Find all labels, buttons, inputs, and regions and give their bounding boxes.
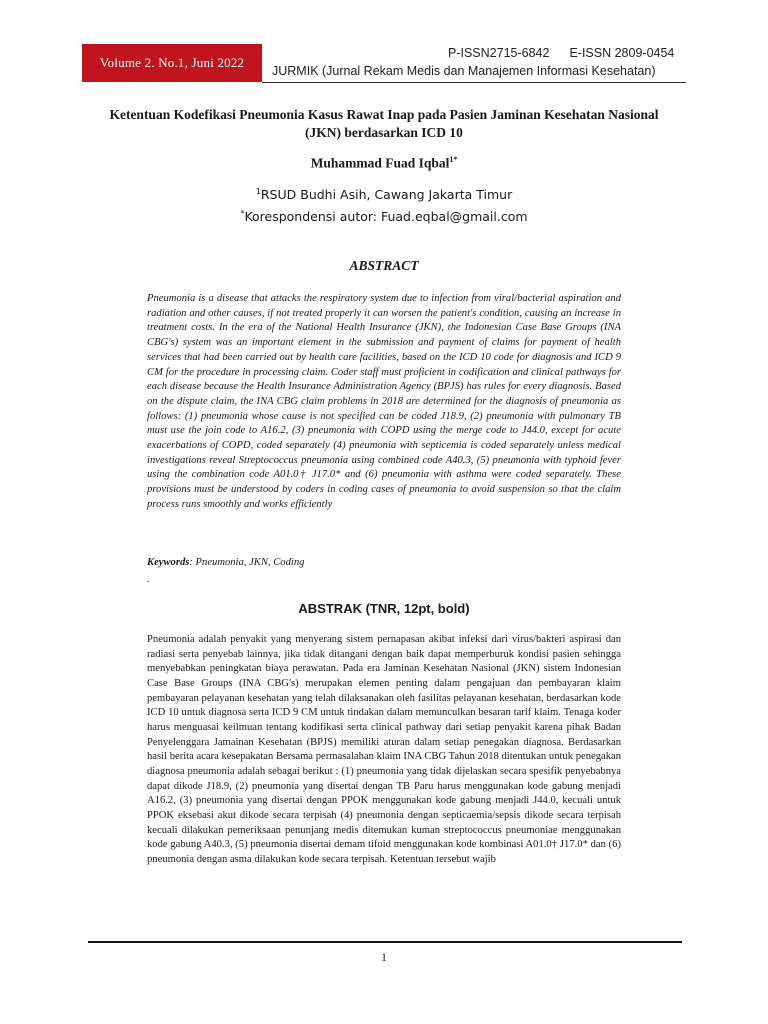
- journal-name: JURMIK (Jurnal Rekam Medis dan Manajemen Informasi Kesehatan): [272, 64, 656, 78]
- affiliation-marker: 1: [255, 187, 261, 196]
- correspondence-marker: *: [240, 209, 245, 218]
- volume-badge: Volume 2. No.1, Juni 2022: [82, 44, 262, 82]
- footer-divider: [88, 941, 682, 943]
- correspondence: [0, 209, 768, 224]
- keywords-label: Keywords: [147, 557, 190, 568]
- p-issn: P-ISSN2715-6842: [448, 46, 550, 60]
- e-issn: E-ISSN 2809-0454: [569, 46, 675, 60]
- stray-dot: .: [147, 574, 150, 585]
- header-divider: [262, 82, 686, 83]
- paper-title: Ketentuan Kodefikasi Pneumonia Kasus Rawat Inap pada Pasien Jaminan Kesehatan Nasional (JKN) berdasarkan ICD 10: [109, 107, 659, 140]
- author-marker: 1*: [449, 155, 458, 164]
- issn-line: [448, 46, 694, 60]
- abstract-text: Pneumonia is a disease that attacks the respiratory system due to infection from viral/bacterial aspiration and radiation and other causes, if not treated properly it can worsen the patient's condition, causing an increase in treatment costs. In the era of the National Health Insurance (JKN), the Indonesian Case Base Groups (INA CBG's) system was an important element in the submission and payment of claims for payment of health services that had been carried out by health care facilities, based on the ICD 10 code for diagnosis and ICD 9 CM for the procedure in processing claim. Coder staff must proficient in codification and clinical pathways for each disease because the Health Insurance Administration Agency (BPJS) has rules for every diagnosis. Based on the dispute claim, the INA CBG claim problems in 2018 are determined for the diagnosis of pneumonia as follows: (1) pneumonia whose cause is not specified can be coded J18.9, (2) pneumonia with pulmonary TB must use the join code to A16.2, (3) pneumonia with COPD using the merge code to J44.0, except for acute exacerbations of COPD, coded separately (4) pneumonia with septicemia is coded separately unless medical investigations reveal Streptococcus pneumonia using combined code A40.3, (5) pneumonia with typhoid fever using the combination code A01.0† J17.0* and (6) pneumonia with asthma were coded separately. These provisions must be understood by coders in coding cases of pneumonia to avoid suspension so that the claim process runs smoothly and works efficiently: [147, 293, 621, 510]
- affiliation-text: RSUD Budhi Asih, Cawang Jakarta Timur: [260, 187, 513, 203]
- author: [0, 155, 768, 172]
- affiliation: [0, 187, 768, 202]
- abstrak-text: Pneumonia adalah penyakit yang menyerang sistem pernapasan akibat infeksi dari virus/bakteri aspirasi dan radiasi serta penyebab lainnya, jika tidak ditangani dengan baik dapat memperburuk kondisi pasien sehingga menyebabkan peningkatan biaya perawatan. Pada era Jaminan Kesehatan Nasional (JKN) sistem Indonesian Case Base Groups (INA CBG's) merupakan elemen penting dalam pengajuan dan pembayaran klaim pembayaran pelayanan kesehatan yang telah dilaksanakan oleh fasilitas pelayanan kesehatan, berdasarkan kode ICD 10 untuk diagnosa serta ICD 9 CM untuk tindakan dalam memunculkan besaran tarif klaim. Tenaga koder harus menguasai keilmuan tentang kodifikasi serta clinical pathway dari setiap penyakit karena pihak Badan Penyelenggara Jamainan Kesehatan (BPJS) memiliki aturan dalam setiap penegakan diagnosa. Berdasarkan hasil berita acara kesepakatan Bersama permasalahan klaim INA CBG Tahun 2018 ditentukan untuk penegakan diagnosa pneumonia adalah sebagai berikut : (1) pneumonia yang tidak dijelaskan secara spesifik penyebabnya dapat dikode J18.9, (2) pneumonia yang disertai dengan TB Paru harus menggunakan kode gabung menjadi A16.2, (3) pneumonia yang disertai dengan PPOK menggunakan kode gabung menjadi J44.0, kecuali untuk PPOK eksebasi akut dikode secara terpisah (4) pneumonia dengan septicaemia/sepsis dikode secara terpisah kecuali dilakukan pemeriksaan penunjang medis ditemukan kuman streptococcus pneumoniae menggunakan kode gabung A40.3, (5) pneumonia disertai demam tifoid menggunakan kode kombinasi A01.0† J17.0* dan (6) pneumonia dengan asma dilakukan kode secara terpisah. Ketentuan tersebut wajib: [147, 634, 621, 865]
- keywords-list: : Pneumonia, JKN, Coding: [189, 557, 305, 568]
- abstract-heading: ABSTRACT: [349, 258, 419, 273]
- keywords: [147, 557, 621, 568]
- abstrak-heading: ABSTRAK (TNR, 12pt, bold): [298, 601, 470, 616]
- author-name: Muhammad Fuad Iqbal: [310, 155, 450, 171]
- page-number: 1: [381, 950, 387, 964]
- correspondence-text: Korespondensi autor: Fuad.eqbal@gmail.com: [244, 209, 528, 225]
